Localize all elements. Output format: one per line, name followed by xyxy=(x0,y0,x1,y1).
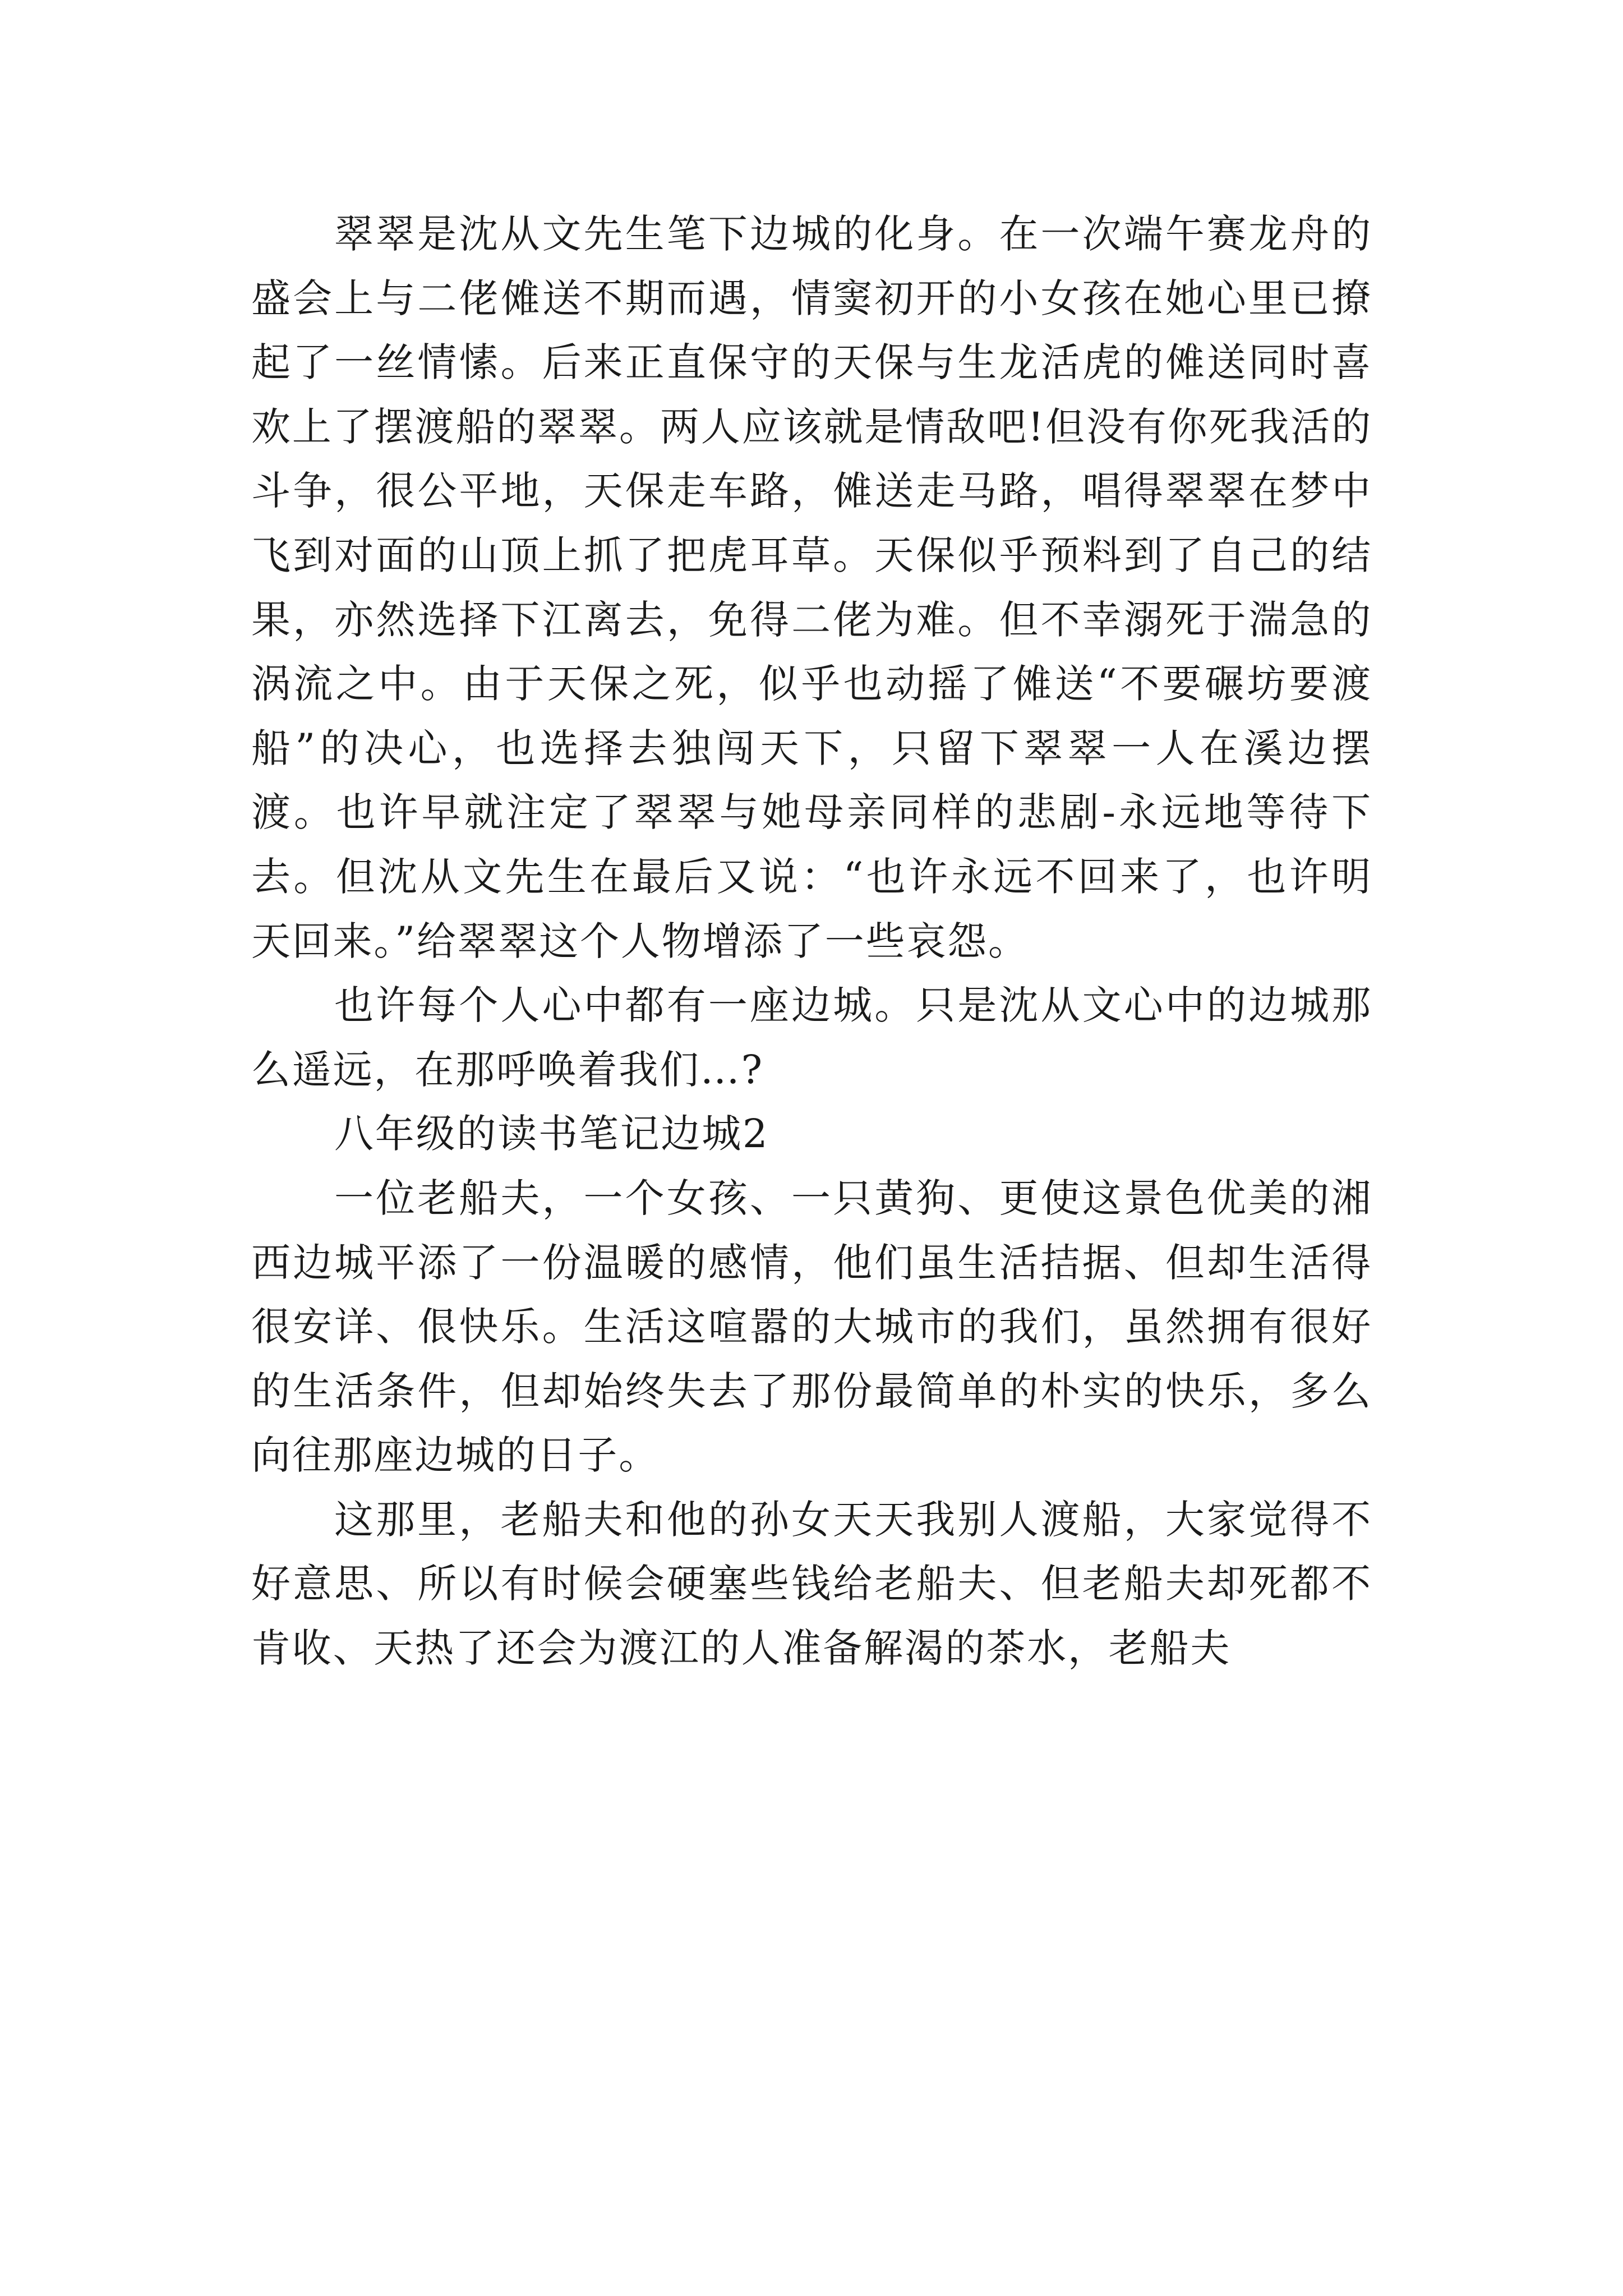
paragraph-cuicui-essay: 翠翠是沈从文先生笔下边城的化身。在一次端午赛龙舟的盛会上与二佬傩送不期而遇，情窦初开的小女孩在她心里已撩起了一丝情愫。后来正直保守的天保与生龙活虎的傩送同时喜欢上了摆渡船的翠翠。两人应该就是情敌吧!但没有你死我活的斗争，很公平地，天保走车路，傩送走马路，唱得翠翠在梦中飞到对面的山顶上抓了把虎耳草。天保似乎预料到了自己的结果，亦然选择下江离去，免得二佬为难。但不幸溺死于湍急的涡流之中。由于天保之死，似乎也动摇了傩送“不要碾坊要渡船”的决心，也选择去独闯天下，只留下翠翠一人在溪边摆渡。也许早就注定了翠翠与她母亲同样的悲剧-永远地等待下去。但沈从文先生在最后又说：“也许永远不回来了，也许明天回来。”给翠翠这个人物增添了一些哀怨。 xyxy=(251,211,1372,964)
paragraph-ferry-life: 这那里，老船夫和他的孙女天天我别人渡船，大家觉得不好意思、所以有时候会硬塞些钱给老船夫、但老船夫却死都不肯收、天热了还会为渡江的人准备解渴的茶水，老船夫 xyxy=(251,1496,1372,1672)
section-heading: 八年级的读书笔记边城2 xyxy=(334,1111,769,1157)
paragraph-border-town-reflection: 也许每个人心中都有一座边城。只是沈从文心中的边城那么遥远，在那呼唤着我们…? xyxy=(251,982,1372,1093)
paragraph-old-boatman: 一位老船夫，一个女孩、一只黄狗、更使这景色优美的湘西边城平添了一份温暖的感情，他们虽生活拮据、但却生活得很安详、佷快乐。生活这喧嚣的大城市的我们，虽然拥有很好的生活条件，但却始终失去了那份最简单的朴实的快乐，多么向往那座边城的日子。 xyxy=(251,1175,1372,1479)
document-body xyxy=(251,202,1372,1681)
